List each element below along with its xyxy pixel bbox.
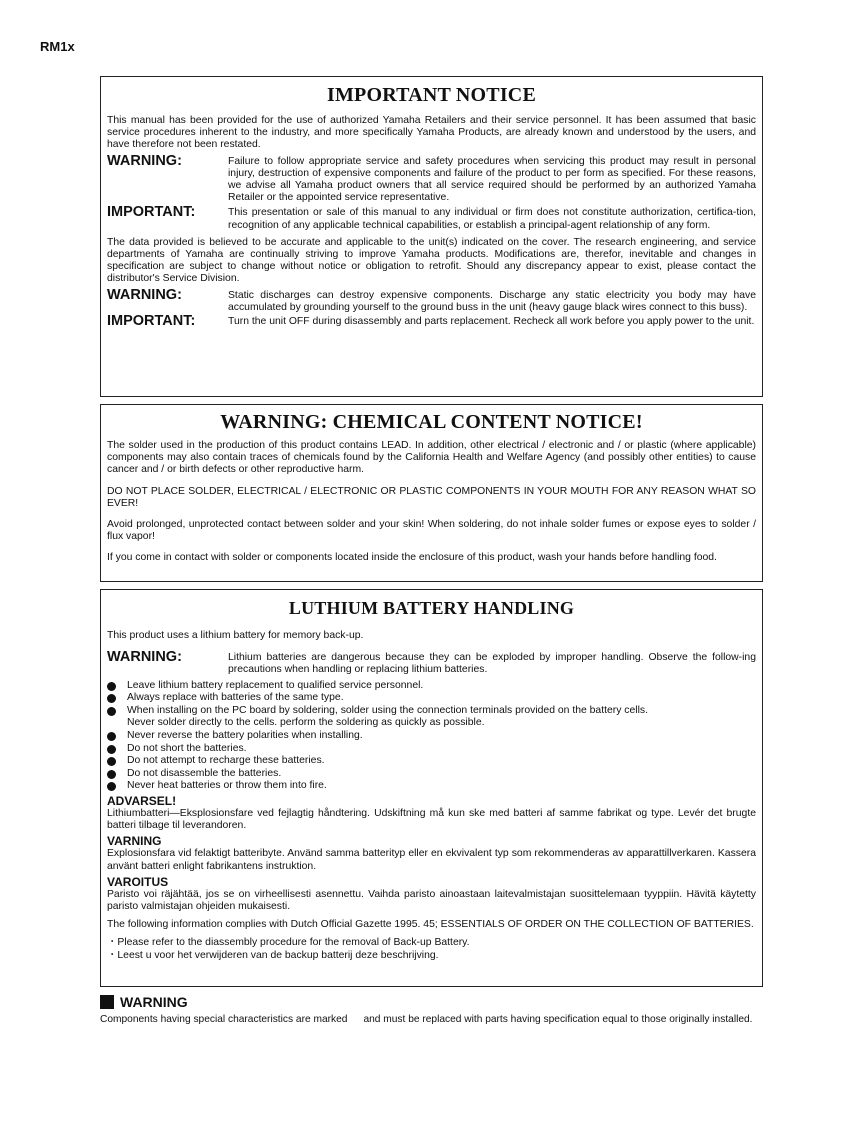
bullet-icon — [107, 694, 116, 703]
bullet-icon — [107, 707, 116, 716]
dutch-line-1: ・Please refer to the diassembly procedure for the removal of Back-up Battery. — [107, 937, 470, 949]
important-notice-intro: This manual has been provided for the use of authorized Yamaha Retailers and their service personnel. It has been assumed that basic service procedures inherent to the industry, and more specifically Yamaha Products, are already known and understood by the users, and have therefore not been restated. — [107, 115, 756, 151]
important-notice-box — [100, 76, 763, 397]
advarsel-text: Lithiumbatteri—Eksplosionsfare ved fejlagtig håndtering. Udskiftning må kun ske med batteri af samme fabrikat og type. Levér det brugte batteri tilbage til leverandoren. — [107, 807, 756, 832]
list-item-continuation: Never solder directly to the cells. perform the soldering as quickly as possible. — [127, 717, 485, 729]
chemical-paragraph-2: DO NOT PLACE SOLDER, ELECTRICAL / ELECTRONIC OR PLASTIC COMPONENTS IN YOUR MOUTH FOR ANY REASON WHAT SO EVER! — [107, 485, 756, 509]
bullet-icon — [107, 682, 116, 691]
list-item: Never reverse the battery polarities when installing. — [107, 730, 756, 743]
footer-warning-heading — [100, 994, 188, 1010]
important-label: IMPORTANT: — [107, 204, 196, 221]
battery-warning-row — [107, 650, 756, 676]
footer-warning-text: Components having special characteristics are marked and must be replaced with parts having specification equal to those originally installed. — [100, 1014, 753, 1025]
important-text: This presentation or sale of this manual to any individual or firm does not constitute authorization, certifica-tion, recognition of any applicable technical capabilities, or establish a principal-agent relationship of any form. — [228, 207, 756, 231]
chemical-paragraph-1: The solder used in the production of this product contains LEAD. In addition, other electrical / electronic and / or plastic (where applicable) components may also contain traces of chemicals found by the California Health and Welfare Agency (and possibly other entities) to cause cancer and / or birth defects or other reproductive harm. — [107, 440, 756, 476]
important-label: IMPORTANT: — [107, 313, 196, 330]
bullet-icon — [107, 732, 116, 741]
list-item: When installing on the PC board by soldering, solder using the connection terminals provided on the battery cells. Never solder directly to the cells. perform the soldering as quickly as possible. — [107, 705, 756, 730]
battery-handling-box — [100, 589, 763, 987]
bullet-icon — [107, 770, 116, 779]
battery-intro: This product uses a lithium battery for memory back-up. — [107, 630, 364, 641]
list-item: Do not attempt to recharge these batteries. — [107, 755, 756, 768]
warning-text: Static discharges can destroy expensive components. Discharge any static electricity you body may have accumulated by grounding yourself to the ground buss in the unit (heavy gauge black wires connect to this buss). — [228, 289, 756, 313]
important-text: Turn the unit OFF during disassembly and parts replacement. Recheck all work before you apply power to the unit. — [228, 316, 755, 328]
black-square-icon — [100, 995, 114, 1009]
varning-heading: VARNING — [107, 834, 162, 849]
important-row-2 — [107, 314, 756, 329]
bullet-icon — [107, 745, 116, 754]
footer-warning-title: WARNING — [120, 994, 188, 1010]
varoitus-heading: VAROITUS — [107, 874, 169, 889]
warning-text: Failure to follow appropriate service and safety procedures when servicing this product may result in personal injury, destruction of expensive components and failure of the product to per form as specified. For these reasons, we advise all Yamaha product owners that all service required should be performed by an authorized Yamaha Retailer or the appointed service representative. — [228, 155, 756, 204]
list-item: Do not short the batteries. — [107, 743, 756, 756]
warning-row-2 — [107, 288, 756, 314]
list-item: Leave lithium battery replacement to qualified service personnel. — [107, 680, 756, 693]
important-notice-title: IMPORTANT NOTICE — [326, 84, 536, 106]
warning-text: Lithium batteries are dangerous because they can be exploded by improper handling. Observe the follow-ing precautions when handling or replacing lithium batteries. — [228, 652, 756, 676]
list-item: Never heat batteries or throw them into fire. — [107, 780, 756, 793]
warning-label: WARNING: — [107, 649, 182, 666]
battery-precautions-list — [107, 680, 756, 793]
dutch-paragraph: The following information complies with Dutch Official Gazette 1995. 45; ESSENTIALS OF ORDER ON THE COLLECTION OF BATTERIES. — [107, 919, 754, 931]
chemical-notice-box — [100, 404, 763, 582]
chemical-notice-title: WARNING: CHEMICAL CONTENT NOTICE! — [220, 411, 643, 433]
bullet-icon — [107, 757, 116, 766]
advarsel-heading: ADVARSEL! — [107, 793, 177, 808]
warning-label: WARNING: — [107, 152, 182, 169]
chemical-paragraph-4: If you come in contact with solder or components located inside the enclosure of this product, wash your hands before handling food. — [107, 552, 717, 564]
data-paragraph: The data provided is believed to be accurate and applicable to the unit(s) indicated on the cover. The research engineering, and service departments of Yamaha are continually striving to improve Yamaha products. Modifications are, therefor, inevitable and changes in specification are subject to change without notice or obligation to retrofit. Should any discrepancy appear to exist, please contact the distributor's Service Division. — [107, 236, 756, 285]
model-name: RM1x — [40, 39, 75, 54]
battery-handling-title: LUTHIUM BATTERY HANDLING — [288, 598, 575, 618]
list-item: Do not disassemble the batteries. — [107, 768, 756, 781]
bullet-icon — [107, 782, 116, 791]
varning-text: Explosionsfara vid felaktigt batteribyte. Använd samma batterityp eller en ekvivalent typ som rekommenderas av apparattillverkaren. Kassera använt batteri enlight fabrikantens instruktion. — [107, 848, 756, 872]
warning-label: WARNING: — [107, 286, 182, 303]
list-item: Always replace with batteries of the same type. — [107, 692, 756, 705]
chemical-paragraph-3: Avoid prolonged, unprotected contact between solder and your skin! When soldering, do not inhale solder fumes or expose eyes to solder / flux vapor! — [107, 519, 756, 543]
important-row-1 — [107, 205, 756, 231]
warning-row-1 — [107, 154, 756, 205]
varoitus-text: Paristo voi räjähtää, jos se on virheellisesti asennettu. Vaihda paristo ainoastaan laitevalmistajan suosittelemaan tyyppiin. Hävitä käytetty paristo valmistajan ohjeiden mukaisesti. — [107, 888, 756, 912]
dutch-line-2: ・Leest u voor het verwijderen van de backup batterij deze beschrijving. — [107, 949, 439, 961]
